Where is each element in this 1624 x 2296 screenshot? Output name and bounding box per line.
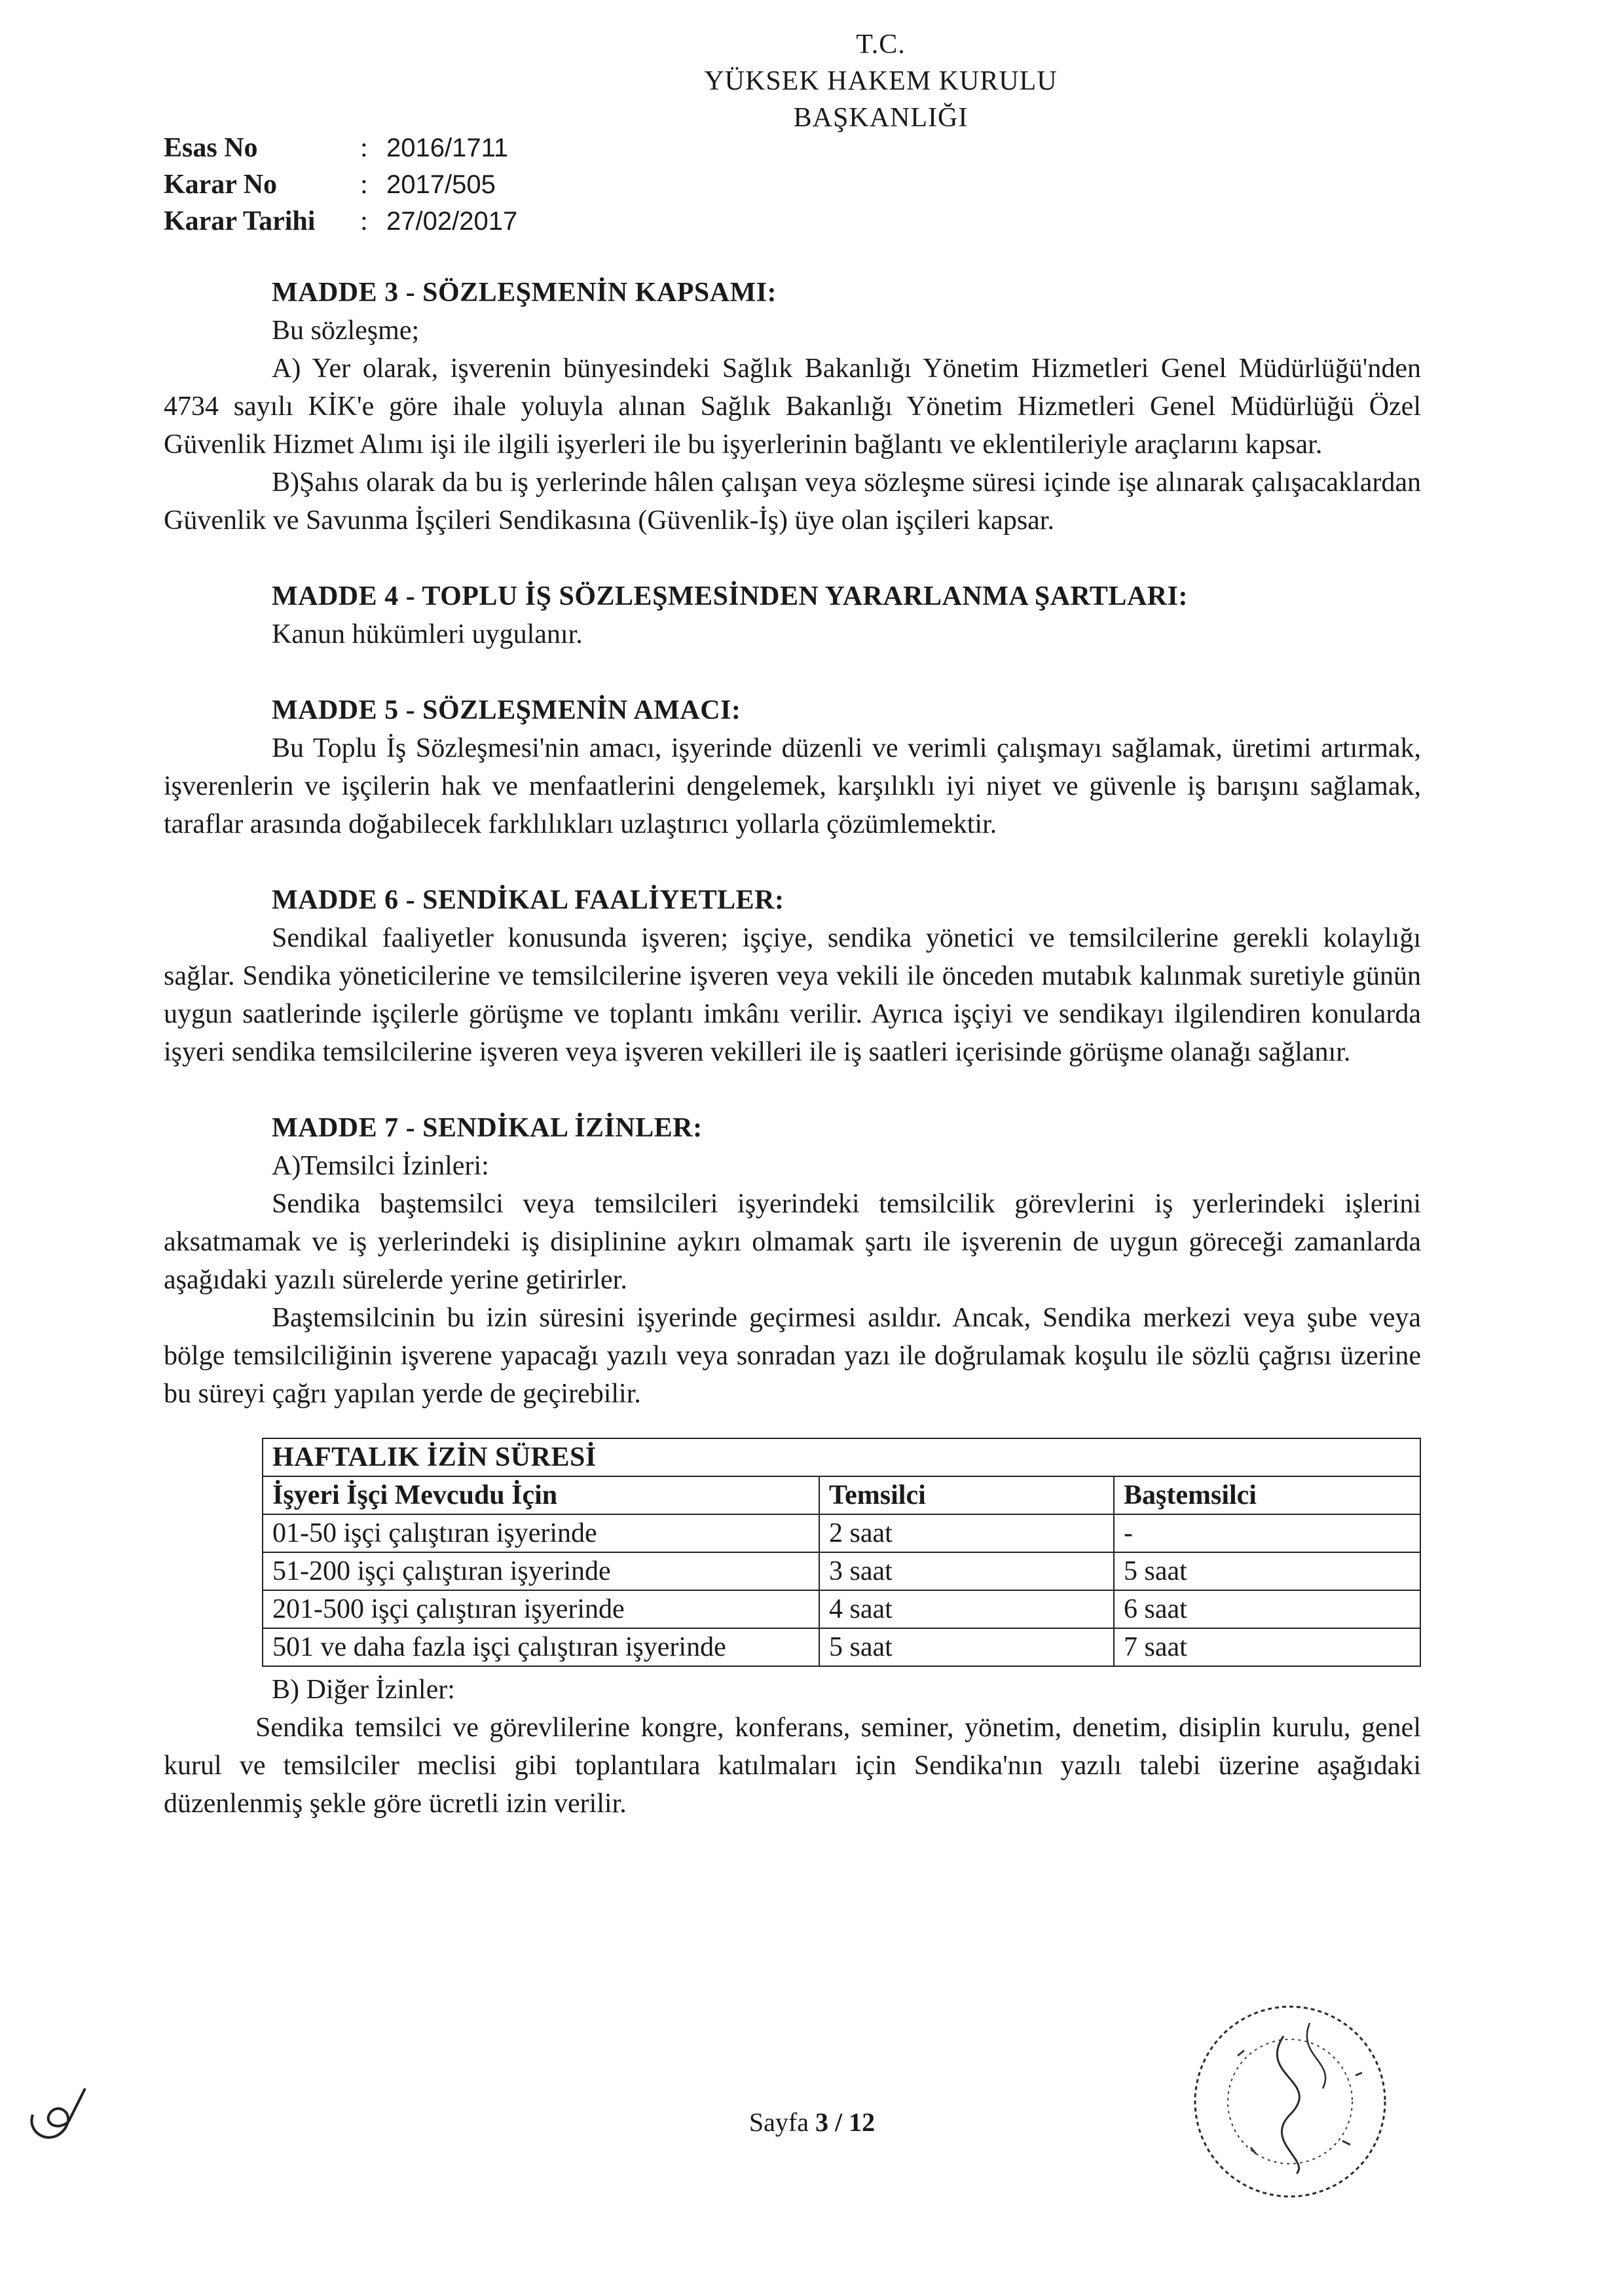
header-institution: YÜKSEK HAKEM KURULU: [704, 66, 1058, 96]
table-header-row: [263, 1476, 1420, 1514]
table-row: [263, 1628, 1420, 1666]
section-heading: MADDE 4 - TOPLU İŞ SÖZLEŞMESİNDEN YARARLANMA ŞARTLARI:: [272, 581, 1188, 611]
page-total: 12: [849, 2107, 876, 2137]
document-header: [0, 26, 1624, 136]
meta-row-karar: [164, 166, 517, 203]
subsection-title: A)Temsilci İzinleri:: [272, 1151, 489, 1181]
table-cell: 01-50 işçi çalıştıran işyerinde: [263, 1514, 819, 1552]
table-cell: 501 ve daha fazla işçi çalıştıran işyerinde: [263, 1628, 819, 1666]
meta-label: Karar Tarihi: [164, 206, 316, 236]
case-meta: [164, 130, 517, 240]
meta-value: 2017/505: [386, 170, 496, 199]
table-cell: 6 saat: [1114, 1590, 1420, 1628]
table-header-cell: Baştemsilci: [1114, 1476, 1420, 1514]
section-paragraph: Kanun hükümleri uygulanır.: [272, 619, 583, 649]
section-heading: MADDE 3 - SÖZLEŞMENİN KAPSAMI:: [272, 278, 777, 308]
weekly-leave-table: [262, 1438, 1421, 1667]
meta-label: Esas No: [164, 133, 258, 163]
header-tc: T.C.: [856, 29, 906, 60]
page-label: Sayfa: [748, 2107, 809, 2137]
document-body: [164, 274, 1421, 1823]
section-madde-5: [164, 691, 1421, 843]
section-paragraph: Sendika baştemsilci veya temsilcileri işyerindeki temsilcilik görevlerini iş yerlerindeki işlerini aksatmamak ve iş yerlerindeki iş disiplinine aykırı olmamak şartı ile işverenin de uygun göreceği zamanlarda aşağıdaki yazılı sürelerde yerine getirirler.: [164, 1189, 1421, 1295]
meta-colon: :: [360, 170, 368, 200]
meta-row-tarih: [164, 203, 517, 240]
section-heading: MADDE 7 - SENDİKAL İZİNLER:: [272, 1113, 703, 1143]
section-madde-4: [164, 577, 1421, 653]
table-cell: 201-500 işçi çalıştıran işyerinde: [263, 1590, 819, 1628]
section-madde-6: [164, 881, 1421, 1071]
table-title-row: [263, 1438, 1420, 1476]
section-paragraph: Sendika temsilci ve görevlilerine kongre, konferans, seminer, yönetim, denetim, disiplin kurulu, genel kurul ve temsilciler meclisi gibi toplantılara katılmaları için Sendika'nın yazılı talebi üzerine aşağıdaki düzenlenmiş şekle göre ücretli izin verilir.: [164, 1713, 1421, 1819]
table-row: [263, 1590, 1420, 1628]
meta-value: 2016/1711: [386, 134, 509, 162]
table-title: HAFTALIK İZİN SÜRESİ: [263, 1438, 1420, 1476]
table-cell: 4 saat: [819, 1590, 1114, 1628]
table-row: [263, 1514, 1420, 1552]
table-cell: 5 saat: [819, 1628, 1114, 1666]
table-cell: 3 saat: [819, 1552, 1114, 1590]
section-madde-7: [164, 1109, 1421, 1823]
official-seal-stamp-icon: [1159, 1977, 1434, 2213]
table-cell: -: [1114, 1514, 1420, 1552]
page-current: 3: [815, 2107, 828, 2137]
table-cell: 7 saat: [1114, 1628, 1420, 1666]
table-cell: 5 saat: [1114, 1552, 1420, 1590]
table-header-cell: Temsilci: [819, 1476, 1114, 1514]
page-footer: [0, 2107, 1624, 2138]
section-paragraph: Sendikal faaliyetler konusunda işveren; işçiye, sendika yönetici ve temsilcilerine gerekli kolaylığı sağlar. Sendika yöneticilerine ve temsilcilerine işveren veya vekili ile önceden mutabık kalınmak suretiyle günün uygun saatlerinde işçilerle görüşme ve toplantı imkânı verilir. Ayrıca işçiyi ve sendikayı ilgilendiren konularda işyeri sendika temsilcilerine işveren veya işveren vekilleri ile iş saatleri içerisinde görüşme olanağı sağlanır.: [164, 923, 1421, 1067]
meta-row-esas: [164, 130, 517, 166]
meta-value: 27/02/2017: [386, 207, 518, 236]
section-paragraph: A) Yer olarak, işverenin bünyesindeki Sağlık Bakanlığı Yönetim Hizmetleri Genel Müdürlüğü'nden 4734 sayılı KİK'e göre ihale yoluyla alınan Sağlık Bakanlığı Yönetim Hizmetleri Genel Müdürlüğü Özel Güvenlik Hizmet Alımı işi ile ilgili işyerleri ile bu işyerlerinin bağlantı ve eklentileriyle araçlarını kapsar.: [164, 354, 1421, 460]
section-paragraph: Bu Toplu İş Sözleşmesi'nin amacı, işyerinde düzenli ve verimli çalışmayı sağlamak, üretimi artırmak, işverenlerin ve işçilerin hak ve menfaatlerini dengelemek, karşılıklı iyi niyet ve güvenle iş barışını sağlamak, taraflar arasında doğabilecek farklılıkları uzlaştırıcı yollarla çözümlemektir.: [164, 733, 1421, 839]
table-cell: 51-200 işçi çalıştıran işyerinde: [263, 1552, 819, 1590]
table-cell: 2 saat: [819, 1514, 1114, 1552]
table-row: [263, 1552, 1420, 1590]
section-heading: MADDE 6 - SENDİKAL FAALİYETLER:: [272, 885, 784, 915]
section-paragraph: B)Şahıs olarak da bu iş yerlerinde hâlen çalışan veya sözleşme süresi içinde işe alınarak çalışacaklardan Güvenlik ve Savunma İşçileri Sendikasına (Güvenlik-İş) üye olan işçileri kapsar.: [164, 467, 1421, 536]
subsection-title: B) Diğer İzinler:: [272, 1675, 455, 1705]
meta-colon: :: [360, 133, 368, 163]
section-intro: Bu sözleşme;: [272, 316, 420, 346]
header-department: BAŞKANLIĞI: [793, 103, 969, 133]
leave-table-wrapper: [262, 1438, 1421, 1667]
meta-label: Karar No: [164, 170, 278, 200]
meta-colon: :: [360, 206, 368, 236]
page-separator: /: [834, 2107, 843, 2137]
section-heading: MADDE 5 - SÖZLEŞMENİN AMACI:: [272, 695, 741, 725]
section-madde-3: [164, 274, 1421, 539]
section-paragraph: Baştemsilcinin bu izin süresini işyerinde geçirmesi asıldır. Ancak, Sendika merkezi veya şube veya bölge temsilciliğinin işverene yapacağı yazılı veya sonradan yazı ile doğrulamak koşulu ile sözlü çağrısı üzerine bu süreyi çağrı yapılan yerde de geçirebilir.: [164, 1303, 1421, 1409]
table-header-cell: İşyeri İşçi Mevcudu İçin: [263, 1476, 819, 1514]
